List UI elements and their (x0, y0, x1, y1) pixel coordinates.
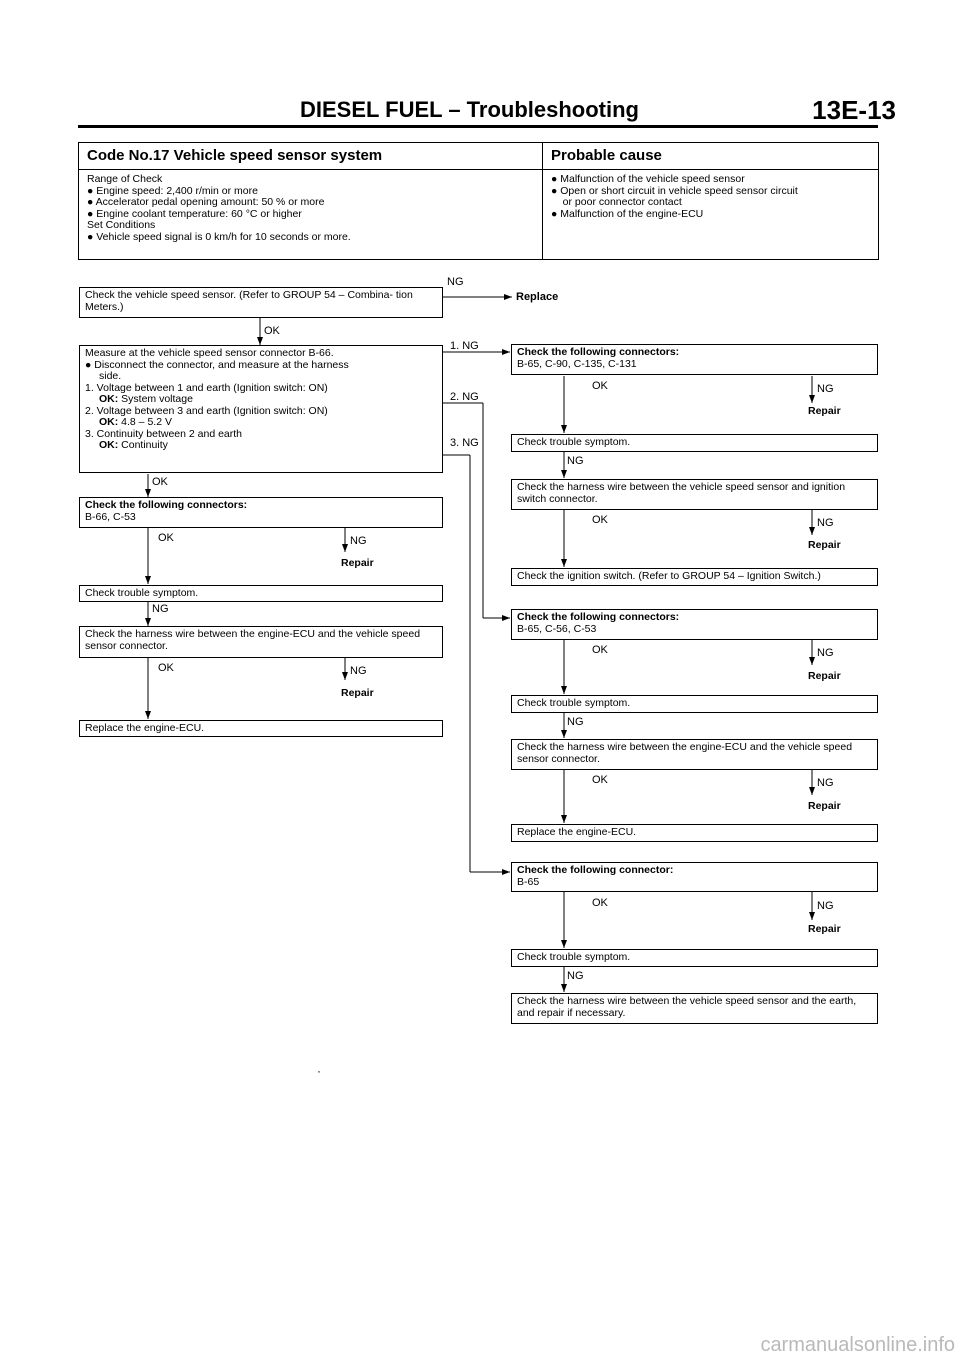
ok-label: OK (592, 380, 608, 392)
r3-check-connector-box (511, 862, 878, 892)
measure-ok-line (85, 394, 437, 406)
ok-label: OK (152, 476, 168, 488)
ok-label: OK (158, 662, 174, 674)
connectors-title: Check the following connectors: (85, 499, 248, 511)
ok-text: OK: (99, 416, 119, 428)
range-line: ● Engine coolant temperature: 60 °C or higher (87, 207, 302, 220)
range-line: Range of Check (87, 173, 163, 185)
ng-label: NG (817, 517, 834, 529)
cause-line: ● Open or short circuit in vehicle speed sensor circuit (551, 184, 798, 197)
cause-line: ● Malfunction of the vehicle speed sensor (551, 173, 745, 185)
measure-line: Measure at the vehicle speed sensor connector B-66. (85, 347, 334, 359)
ng-label: NG (817, 900, 834, 912)
left-check-connectors-box (79, 497, 443, 528)
ng-label: NG (350, 535, 367, 547)
repair-label: Repair (341, 687, 374, 699)
left-harness-box: Check the harness wire between the engine-ECU and the vehicle speed sensor connector. (79, 626, 443, 658)
ok-label: OK (592, 514, 608, 526)
range-line: ● Vehicle speed signal is 0 km/h for 10 seconds or more. (87, 230, 351, 243)
connectors-list: B-65, C-90, C-135, C-131 (517, 357, 637, 370)
measure-line: ● Disconnect the connector, and measure at the harness (85, 358, 349, 371)
ng-label: NG (350, 665, 367, 677)
replace-label: Replace (516, 291, 559, 303)
measure-value: Continuity (118, 439, 168, 451)
repair-label: Repair (808, 539, 841, 551)
cause-line: or poor connector contact (551, 196, 682, 208)
page-code: 13E-13 (812, 95, 896, 125)
repair-label: Repair (808, 800, 841, 812)
range-line: ● Engine speed: 2,400 r/min or more (87, 184, 258, 197)
left-replace-ecu-box: Replace the engine-ECU. (79, 720, 443, 737)
cause-line: ● Malfunction of the engine-ECU (551, 207, 704, 220)
cause-header: Probable cause (543, 143, 879, 170)
check-speed-sensor-box: Check the vehicle speed sensor. (Refer to GROUP 54 – Combina- tion Meters.) (79, 287, 443, 318)
watermark: carmanualsonline.info (760, 1334, 955, 1356)
ok-text: OK: (99, 393, 119, 405)
ng-label: NG (567, 970, 584, 982)
r2-replace-ecu-box: Replace the engine-ECU. (511, 824, 878, 842)
r1-ignition-switch-box: Check the ignition switch. (Refer to GROUP 54 – Ignition Switch.) (511, 568, 878, 586)
connectors-title: Check the following connectors: (517, 611, 680, 623)
measure-ok-line (85, 417, 437, 429)
stray-mark: · (317, 1064, 321, 1078)
ng3-label: 3. NG (450, 437, 479, 449)
repair-label: Repair (341, 557, 374, 569)
r2-check-connectors-box (511, 609, 878, 640)
r2-trouble-symptom-box: Check trouble symptom. (511, 695, 878, 713)
measure-line: 1. Voltage between 1 and earth (Ignition switch: ON) (85, 381, 328, 394)
ok-label: OK (264, 325, 280, 337)
ng-label: NG (567, 716, 584, 728)
r3-trouble-symptom-box: Check trouble symptom. (511, 949, 878, 967)
connectors-list: B-65 (517, 875, 540, 888)
measure-value: 4.8 – 5.2 V (118, 416, 172, 428)
ok-label: OK (158, 532, 174, 544)
r1-check-connectors-box (511, 344, 878, 375)
range-line: Set Conditions (87, 219, 156, 231)
ng1-label: 1. NG (450, 340, 479, 352)
measure-value: System voltage (118, 393, 193, 405)
ng2-label: 2. NG (450, 391, 479, 403)
ng-label: NG (152, 603, 169, 615)
ng-label: NG (447, 276, 464, 288)
measure-line: 3. Continuity between 2 and earth (85, 427, 243, 440)
measure-ok-line (85, 440, 437, 452)
measure-line: 2. Voltage between 3 and earth (Ignition switch: ON) (85, 404, 328, 417)
ng-label: NG (567, 455, 584, 467)
repair-label: Repair (808, 405, 841, 417)
code-title: Code No.17 Vehicle speed sensor system (79, 143, 543, 170)
r3-harness-box: Check the harness wire between the vehicle speed sensor and the earth, and repair if necessary. (511, 993, 878, 1024)
left-trouble-symptom-box: Check trouble symptom. (79, 585, 443, 602)
ok-label: OK (592, 644, 608, 656)
connectors-title: Check the following connectors: (517, 346, 680, 358)
r1-trouble-symptom-box: Check trouble symptom. (511, 434, 878, 452)
measure-line: side. (99, 370, 122, 382)
ok-label: OK (592, 897, 608, 909)
range-line: ● Accelerator pedal opening amount: 50 % or more (87, 196, 325, 208)
ok-label: OK (592, 774, 608, 786)
r1-harness-box: Check the harness wire between the vehicle speed sensor and ignition switch connector. (511, 479, 878, 510)
connectors-list: B-66, C-53 (85, 510, 136, 523)
r2-harness-box: Check the harness wire between the engine-ECU and the vehicle speed sensor connector. (511, 739, 878, 770)
ok-text: OK: (99, 439, 119, 451)
ng-label: NG (817, 777, 834, 789)
page-title: DIESEL FUEL – Troubleshooting (300, 97, 639, 122)
repair-label: Repair (808, 923, 841, 935)
measure-connector-box (79, 345, 443, 473)
connectors-list: B-65, C-56, C-53 (517, 622, 597, 635)
connectors-title: Check the following connector: (517, 864, 674, 876)
repair-label: Repair (808, 670, 841, 682)
ng-label: NG (817, 647, 834, 659)
ng-label: NG (817, 383, 834, 395)
